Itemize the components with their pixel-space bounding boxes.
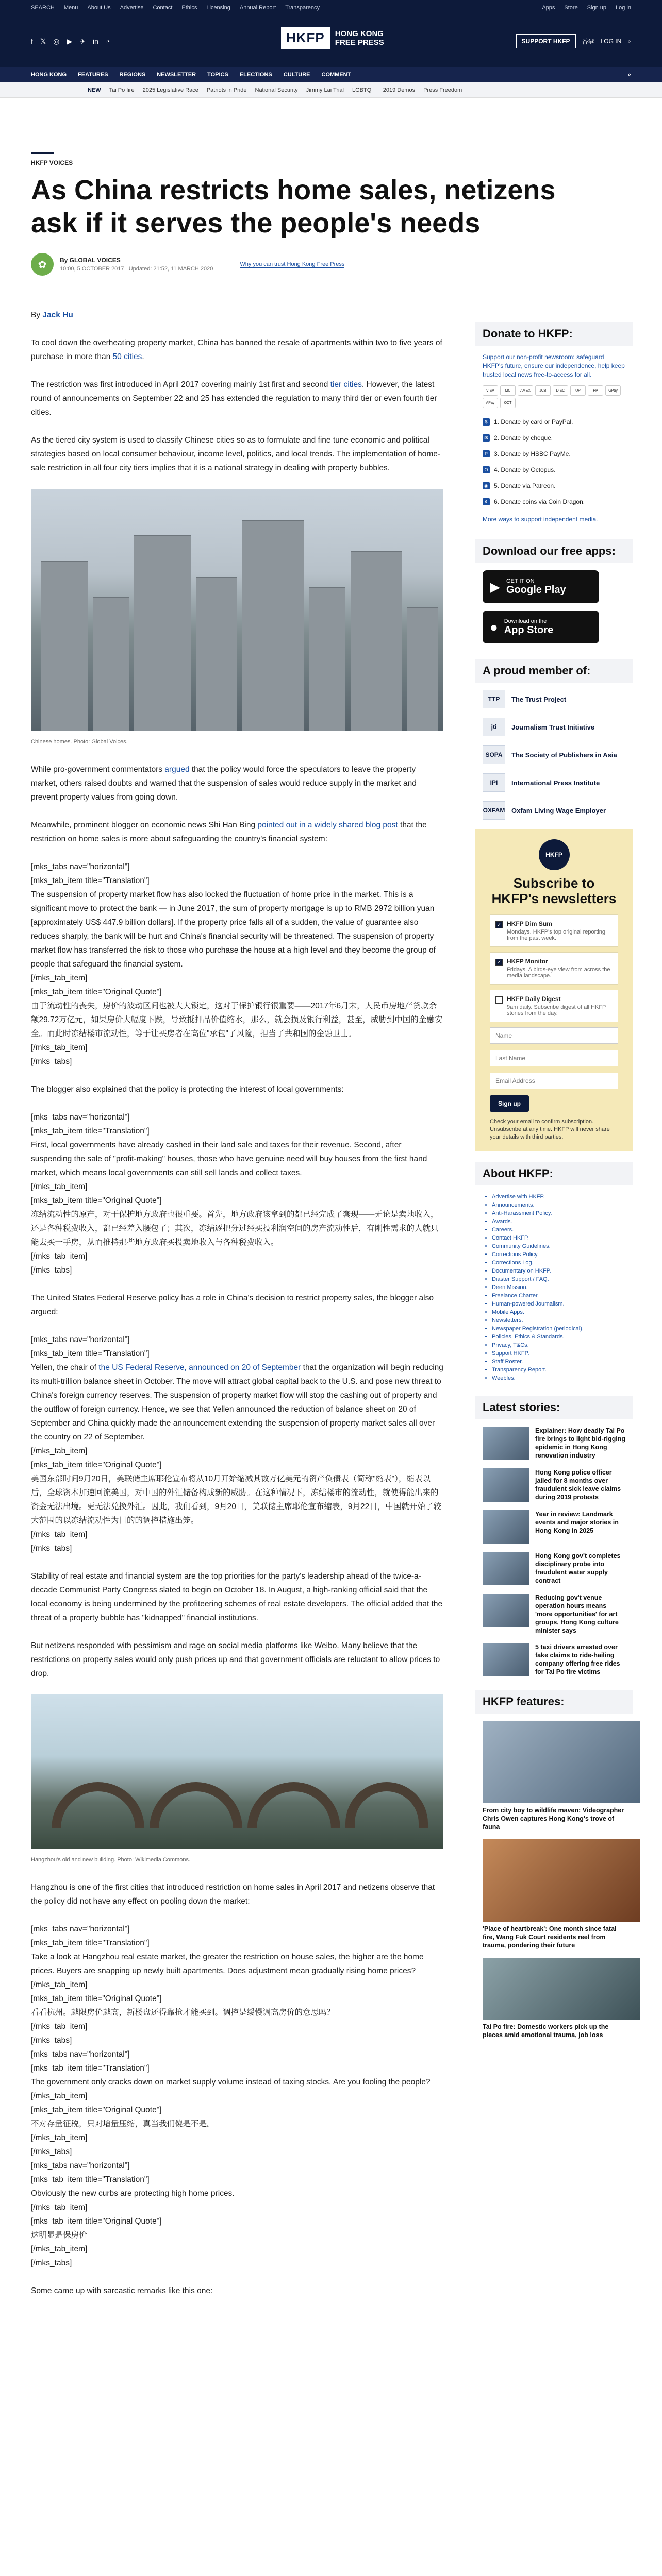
quote-original: 美国东部时间9月20日，美联储主席耶伦宣布将从10月开始缩减其数万亿美元的资产负债表（简称"缩表"），缩表以后，全球资本加速回流美国，对中国的外汇储备构成新的威胁。在这种情况下，冻结楼市的流动性，就使得能出来的资金无法出境。更无法兑换外汇。因此，我们看到，9月20日，美联储主席耶伦宣布缩表，9月22日，中国就开始了较大范围的以冻结流动性为目的的调控措施出笼。 bbox=[31, 1475, 441, 1525]
tag-link[interactable]: Jimmy Lai Trial bbox=[306, 87, 344, 93]
shortcode: [/mks_tabs] bbox=[31, 1544, 72, 1553]
about-link[interactable]: • Privacy, T&Cs. bbox=[492, 1341, 625, 1349]
about-link[interactable]: • Newsletters. bbox=[492, 1316, 625, 1325]
shortcode: [mks_tab_item title="Translation"] bbox=[31, 2175, 150, 2184]
global-voices-logo: ✿ bbox=[31, 253, 54, 276]
about-heading: About HKFP: bbox=[475, 1162, 633, 1185]
patreon-icon: ◉ bbox=[483, 482, 490, 489]
twitter-icon[interactable]: 𝕏 bbox=[40, 37, 46, 45]
email-field[interactable] bbox=[490, 1073, 618, 1089]
shortcode: [/mks_tab_item] bbox=[31, 2245, 88, 2253]
latest-story[interactable] bbox=[483, 1643, 625, 1676]
nav-newsletter[interactable]: NEWSLETTER bbox=[157, 72, 196, 78]
byline-row bbox=[31, 253, 629, 287]
nav-culture[interactable]: CULTURE bbox=[283, 72, 310, 78]
story-thumbnail bbox=[483, 1468, 529, 1502]
newsletter-note: Check your email to confirm subscription. Unsubscribe at any time. HKFP will never share your details with third parties. bbox=[490, 1118, 610, 1140]
coin-icon: ¢ bbox=[483, 498, 490, 505]
quote-translation: First, local governments have already cashed in their land sale and taxes for their revenue. Second, after suspending the sale of "profit-making" houses, those who have genuine need will buy houses from the first hand market, which means local governments can still sell lands and collect taxes. bbox=[31, 1141, 427, 1177]
quote-original: 不对存量征税，只对增量压缩，真当我们傻是不是。 bbox=[31, 2120, 215, 2128]
youtube-icon[interactable]: ▶ bbox=[67, 37, 73, 45]
jti-logo: jti bbox=[483, 718, 505, 736]
tag-link[interactable]: National Security bbox=[255, 87, 298, 93]
octopus-icon: OCT bbox=[500, 398, 516, 408]
instagram-icon[interactable]: ◎ bbox=[53, 37, 60, 45]
shortcode: [mks_tab_item title="Original Quote"] bbox=[31, 2217, 162, 2226]
member-sopa[interactable]: SOPA The Society of Publishers in Asia bbox=[483, 745, 625, 764]
about-link[interactable]: • Human-powered Journalism. bbox=[492, 1300, 625, 1308]
about-link[interactable]: • Anti-Harassment Policy. bbox=[492, 1209, 625, 1217]
paragraph: Some came up with sarcastic remarks like this one: bbox=[31, 2286, 213, 2295]
donate-option[interactable]: ✉ 2. Donate by cheque. bbox=[483, 430, 625, 446]
cheque-icon: ✉ bbox=[483, 434, 490, 442]
mastercard-icon: MC bbox=[500, 385, 516, 396]
oxfam-logo: OXFAM bbox=[483, 801, 505, 820]
login-link[interactable]: Log in bbox=[616, 5, 631, 11]
nav-hong-kong[interactable]: HONG KONG bbox=[31, 72, 67, 78]
quote-block bbox=[31, 860, 443, 1069]
donate-text[interactable]: Support our non-profit newsroom: safeguard HKFP's future, ensure our independence, help keep trusted local news free-to-access for all. bbox=[483, 353, 625, 378]
feature-item[interactable] bbox=[483, 1958, 625, 2039]
story-thumbnail bbox=[483, 1594, 529, 1627]
feature-item[interactable] bbox=[483, 1721, 625, 1831]
facebook-icon[interactable]: f bbox=[31, 37, 33, 45]
quote-block bbox=[31, 1110, 443, 1277]
photo-caption: Chinese homes. Photo: Global Voices. bbox=[31, 739, 128, 745]
last-name-field[interactable] bbox=[490, 1050, 618, 1066]
shortcode: [mks_tab_item title="Translation"] bbox=[31, 2064, 150, 2073]
member-trust-project[interactable]: TTP The Trust Project bbox=[483, 690, 625, 708]
shortcode: [/mks_tab_item] bbox=[31, 1447, 88, 1455]
latest-story[interactable] bbox=[483, 1510, 625, 1544]
paragraph: The United States Federal Reserve policy has a role in China's decision to restrict property sales, the blogger also argued: bbox=[31, 1294, 434, 1316]
menu-link[interactable]: Menu bbox=[63, 5, 78, 11]
inline-link[interactable]: tier cities bbox=[330, 380, 362, 389]
apps-box bbox=[475, 570, 633, 643]
tag-link[interactable]: Press Freedom bbox=[423, 87, 462, 93]
payment-methods bbox=[483, 385, 625, 408]
quote-block bbox=[31, 1333, 443, 1555]
quote-original: 看看杭州。越限房价越高，新楼盘还得靠抢才能买到。调控是缓慢调高房价的意思吗？ bbox=[31, 2008, 335, 2017]
paragraph: Stability of real estate and financial system are the top priorities for the party's leadership ahead of the twice-a-decade Communist Party Congress slated to begin on October 18. In August, a high-ranking official said that the local economy is being undermined by the profiteering schemes of real estate developers. The official added that the threat of a property bubble has "kidnapped" financial institutions. bbox=[31, 1572, 443, 1622]
member-jti[interactable]: jti Journalism Trust Initiative bbox=[483, 718, 625, 736]
shortcode: [mks_tabs nav="horizontal"] bbox=[31, 2050, 130, 2059]
newsletter-title: Subscribe to HKFP's newsletters bbox=[491, 875, 617, 906]
app-store-button[interactable] bbox=[483, 611, 599, 643]
sopa-logo: SOPA bbox=[483, 745, 505, 764]
paragraph: Meanwhile, prominent blogger on economic news Shi Han Bing pointed out in a widely shared blog post that the restriction on home sales is more about safeguarding the country's financial system: bbox=[31, 821, 427, 843]
nav-search-icon[interactable]: ⌕ bbox=[627, 71, 631, 78]
about-link[interactable]: • Mobile Apps. bbox=[492, 1308, 625, 1316]
paragraph: But netizens responded with pessimism and rage on social media platforms like Weibo. Many believe that the restrictions on property sales would only push prices up and that government officials are reluctant to allow prices to drop. bbox=[31, 1641, 440, 1678]
ethics-link[interactable]: Ethics bbox=[181, 5, 197, 11]
paragraph: The blogger also explained that the policy is protecting the interest of local governments: bbox=[31, 1085, 344, 1094]
store-small: GET IT ON bbox=[506, 578, 535, 584]
author-link[interactable]: Jack Hu bbox=[42, 311, 73, 319]
feature-title: Tai Po fire: Domestic workers pick up the pieces amid emotional trauma, job loss bbox=[483, 2023, 609, 2039]
newsletter-option-monitor[interactable]: ✓ HKFP Monitor Fridays. A birds-eye view from across the media landscape. bbox=[490, 952, 618, 985]
about-link[interactable]: • Staff Roster. bbox=[492, 1358, 625, 1366]
article-photo-chinese-homes bbox=[31, 489, 443, 731]
logo-mark: HKFP bbox=[281, 27, 330, 49]
features-heading: HKFP features: bbox=[475, 1690, 633, 1714]
latest-story[interactable] bbox=[483, 1468, 625, 1502]
story-thumbnail bbox=[483, 1643, 529, 1676]
story-thumbnail bbox=[483, 1427, 529, 1460]
feature-thumbnail bbox=[483, 1958, 640, 2020]
telegram-icon[interactable]: ✈ bbox=[79, 37, 86, 45]
support-hkfp-button[interactable]: SUPPORT HKFP bbox=[516, 34, 576, 48]
contact-link[interactable]: Contact bbox=[153, 5, 173, 11]
latest-story[interactable] bbox=[483, 1427, 625, 1460]
inline-link[interactable]: pointed out in a widely shared blog post bbox=[257, 821, 398, 829]
annual-report-link[interactable]: Annual Report bbox=[239, 5, 276, 11]
linkedin-icon[interactable]: in bbox=[92, 37, 98, 45]
store-big: App Store bbox=[504, 624, 554, 636]
logo-line1: HONG KONG bbox=[335, 29, 384, 38]
hkfp-seal: HKFP bbox=[539, 839, 570, 870]
about-link[interactable]: About Us bbox=[87, 5, 111, 11]
apps-heading: Download our free apps: bbox=[475, 539, 633, 563]
checkbox[interactable] bbox=[495, 996, 503, 1004]
latest-box bbox=[475, 1427, 633, 1676]
masthead-actions bbox=[516, 34, 631, 48]
shortcode: [mks_tabs nav="horizontal"] bbox=[31, 862, 130, 871]
about-link[interactable]: • Careers. bbox=[492, 1226, 625, 1234]
inline-link[interactable]: 50 cities bbox=[112, 352, 142, 361]
feature-thumbnail bbox=[483, 1721, 640, 1803]
article-body bbox=[31, 308, 443, 2298]
masthead-login-link[interactable]: LOG IN bbox=[600, 38, 622, 45]
article-photo-hangzhou bbox=[31, 1694, 443, 1849]
shortcode: [/mks_tab_item] bbox=[31, 1182, 88, 1191]
about-links bbox=[483, 1193, 625, 1382]
octopus-icon: O bbox=[483, 466, 490, 473]
quote-translation: Take a look at Hangzhou real estate market, the greater the restriction on house sales, the higher are the home prices. Buyers are snapping up newly built apartments. Does adjustment mean gradually rising home prices? bbox=[31, 1953, 424, 1975]
quote-translation: The suspension of property market flow has also locked the fluctuation of home price in the market. This is a significant move to protect the bank — in June 2017, the sum of property mortgage is up to RMB 2972 billion yuan [approximately US$ 447.9 billion dollars]. If the property price falls all of a sudden, the value of guarantee also reduces sharply, the bank will be hurt and China's financial security will be threatened. The suspension of property market flow has transferred the risk to those who purchase the house at a high level and they become the group of people that safeguard the financial system. bbox=[31, 890, 436, 969]
page-content bbox=[0, 152, 662, 2298]
feature-title: 'Place of heartbreak': One month since fatal fire, Wang Fuk Court residents reel from trauma, pondering their future bbox=[483, 1925, 617, 1949]
discover-icon: DISC bbox=[553, 385, 568, 396]
shortcode: [/mks_tab_item] bbox=[31, 1980, 88, 1989]
tag-link[interactable]: LGBTQ+ bbox=[352, 87, 375, 93]
about-link[interactable]: • Support HKFP. bbox=[492, 1349, 625, 1358]
nav-elections[interactable]: ELECTIONS bbox=[239, 72, 272, 78]
shortcode: [/mks_tabs] bbox=[31, 2036, 72, 2045]
donate-option[interactable]: O 4. Donate by Octopus. bbox=[483, 462, 625, 478]
trust-project-logo: TTP bbox=[483, 690, 505, 708]
about-link[interactable]: • Deen Mission. bbox=[492, 1283, 625, 1292]
donate-options bbox=[483, 414, 625, 510]
about-box bbox=[475, 1193, 633, 1382]
latest-story[interactable] bbox=[483, 1552, 625, 1585]
signup-link[interactable]: Sign up bbox=[587, 5, 607, 11]
trending-tags bbox=[0, 82, 662, 98]
store-small: Download on the bbox=[504, 618, 547, 624]
photo-caption: Hangzhou's old and new building. Photo: Wikimedia Commons. bbox=[31, 1857, 191, 1863]
more-ways-link[interactable]: More ways to support independent media. bbox=[483, 516, 598, 523]
shortcode: [mks_tab_item title="Translation"] bbox=[31, 1127, 150, 1136]
story-title: Reducing gov't venue operation hours means 'more opportunities' for art groups, Hong Kong culture minister says bbox=[535, 1594, 619, 1634]
visa-icon: VISA bbox=[483, 385, 498, 396]
about-link[interactable]: • Community Guidelines. bbox=[492, 1242, 625, 1250]
byline-meta bbox=[60, 257, 213, 272]
inline-link[interactable]: the US Federal Reserve, announced on 20 of September bbox=[98, 1363, 301, 1372]
nav-regions[interactable]: REGIONS bbox=[119, 72, 146, 78]
unionpay-icon: UP bbox=[570, 385, 586, 396]
tag-link[interactable]: Patriots in Pride bbox=[206, 87, 247, 93]
shortcode: [/mks_tab_item] bbox=[31, 2203, 88, 2212]
story-title: 5 taxi drivers arrested over fake claims to ride-hailing company offering free rides for Tai Po fire victims bbox=[535, 1643, 620, 1675]
article-kicker[interactable]: HKFP VOICES bbox=[31, 159, 73, 166]
members-box bbox=[475, 690, 633, 820]
quote-translation: The government only cracks down on market supply volume instead of taxing stocks. Are you fooling the people? bbox=[31, 2078, 431, 2087]
shortcode: [/mks_tabs] bbox=[31, 2259, 72, 2267]
latest-story[interactable] bbox=[483, 1594, 625, 1635]
quote-translation: Obviously the new curbs are protecting high home prices. bbox=[31, 2189, 235, 2198]
shortcode: [mks_tabs nav="horizontal"] bbox=[31, 1925, 130, 1934]
about-link[interactable]: • Announcements. bbox=[492, 1201, 625, 1209]
inline-link[interactable]: argued bbox=[164, 765, 190, 774]
donate-option[interactable]: P 3. Donate by HSBC PayMe. bbox=[483, 446, 625, 462]
store-link[interactable]: Store bbox=[564, 5, 578, 11]
shortcode: [/mks_tab_item] bbox=[31, 2022, 88, 2031]
ipi-logo: IPI bbox=[483, 773, 505, 792]
shortcode: [/mks_tab_item] bbox=[31, 2133, 88, 2142]
story-title: Explainer: How deadly Tai Po fire brings to light bid-rigging epidemic in Hong Kong renovation industry bbox=[535, 1427, 625, 1459]
shortcode: [mks_tab_item title="Original Quote"] bbox=[31, 2106, 162, 2114]
donate-option[interactable]: $ 1. Donate by card or PayPal. bbox=[483, 414, 625, 430]
shortcode: [mks_tab_item title="Original Quote"] bbox=[31, 1461, 162, 1469]
story-title: Hong Kong gov't completes disciplinary probe into fraudulent water supply contract bbox=[535, 1552, 621, 1584]
advertise-link[interactable]: Advertise bbox=[120, 5, 144, 11]
paragraph: To cool down the overheating property market, China has banned the resale of apartments within two to five years of purchase in more than 50 cities. bbox=[31, 338, 442, 361]
about-link[interactable]: • Weebles. bbox=[492, 1374, 625, 1382]
shortcode: [mks_tab_item title="Translation"] bbox=[31, 1349, 150, 1358]
rss-icon[interactable]: ◔ bbox=[105, 37, 110, 45]
about-link[interactable]: • Documentary on HKFP. bbox=[492, 1267, 625, 1275]
masthead bbox=[0, 15, 662, 67]
google-play-icon: ▶ bbox=[490, 579, 500, 595]
about-link[interactable]: • Newspaper Registration (periodical). bbox=[492, 1325, 625, 1333]
nav-topics[interactable]: TOPICS bbox=[207, 72, 228, 78]
kicker-rule bbox=[31, 152, 54, 154]
story-thumbnail bbox=[483, 1510, 529, 1544]
shortcode: [/mks_tab_item] bbox=[31, 2092, 88, 2100]
member-ipi[interactable]: IPI International Press Institute bbox=[483, 773, 625, 792]
nav-comment[interactable]: COMMENT bbox=[321, 72, 351, 78]
paragraph: The restriction was first introduced in April 2017 covering mainly 1st first and second tier cities. However, the latest round of announcements on September 22 and 25 has extended the regulation to many third tier or even fourth tier cities. bbox=[31, 380, 437, 417]
signup-button[interactable]: Sign up bbox=[490, 1095, 529, 1112]
quote-translation: Yellen, the chair of the US Federal Reserve, announced on 20 of September that the organization will begin reducing its multi-trillion balance sheet in October. The move will attract global capital back to the U.S. and pose new threat to China's foreign currency reserves. The suspension of property market flow will stop the cashing out of property and the outflow of foreign currency. Hence, we see that Yellen announced the reduction of balance sheet on 20 of September and China quickly made the announcement extending the suspension of property market sales all over the country on 22 of September. bbox=[31, 1363, 443, 1442]
author-prefix: By bbox=[31, 311, 43, 319]
google-play-button[interactable] bbox=[483, 570, 599, 603]
about-link[interactable]: • Advertise with HKFP. bbox=[492, 1193, 625, 1201]
story-title: Hong Kong police officer jailed for 8 months over fraudulent sick leave claims during 2019 protests bbox=[535, 1469, 621, 1501]
checkbox[interactable]: ✓ bbox=[495, 959, 503, 966]
nav-features[interactable]: FEATURES bbox=[78, 72, 108, 78]
paragraph: As the tiered city system is used to classify Chinese cities so as to formulate and fine tune economic and political strategies based on local consumer behaviour, income level, politics, and local trends. The implementation of home-sale restriction in all four city tiers implies that it is a national strategy in dealing with property bubbles. bbox=[31, 436, 441, 472]
latest-heading: Latest stories: bbox=[475, 1396, 633, 1419]
name-field[interactable] bbox=[490, 1027, 618, 1044]
about-link[interactable]: • Freelance Charter. bbox=[492, 1292, 625, 1300]
payme-icon: P bbox=[483, 450, 490, 457]
quote-original: 冻结流动性的原产，对于保护地方政府也很重要。首先，地方政府该拿到的都已经完成了套现——无论是卖地收入，还是各种税费收入，都已经差入腰包了；其次，冻结逐把分过经买投利润空间的房产流动性后，有刚性需求的人就只能去买一手房，从而推持那些地方政府买投卖地收入与各种税费收入。 bbox=[31, 1210, 439, 1247]
search-icon[interactable]: ⌕ bbox=[627, 37, 631, 45]
quote-block bbox=[31, 2159, 443, 2270]
top-utility-bar bbox=[0, 0, 662, 15]
store-big: Google Play bbox=[506, 584, 566, 596]
donate-option[interactable]: ◉ 5. Donate via Patreon. bbox=[483, 478, 625, 494]
shortcode: [/mks_tabs] bbox=[31, 1266, 72, 1275]
paragraph: Hangzhou is one of the first cities that introduced restriction on home sales in April 2017 and netizens observe that the policy did not have any effect on pooling down the market: bbox=[31, 1883, 435, 1906]
features-box bbox=[475, 1721, 633, 2039]
tag-link[interactable]: 2019 Demos bbox=[383, 87, 416, 93]
feature-thumbnail bbox=[483, 1839, 640, 1922]
checkbox[interactable]: ✓ bbox=[495, 921, 503, 928]
paragraph: While pro-government commentators argued that the policy would force the speculators to leave the property market, others raised doubts and warned that the suspension of sales would reduce supply in the market and prevent property values from going down. bbox=[31, 765, 417, 802]
jcb-icon: JCB bbox=[535, 385, 551, 396]
member-oxfam[interactable]: OXFAM Oxfam Living Wage Employer bbox=[483, 801, 625, 820]
shortcode: [mks_tab_item title="Original Quote"] bbox=[31, 1994, 162, 2003]
shortcode: [mks_tab_item title="Original Quote"] bbox=[31, 1196, 162, 1205]
shortcode: [/mks_tabs] bbox=[31, 2147, 72, 2156]
author-line bbox=[31, 308, 443, 322]
social-links bbox=[31, 37, 110, 46]
about-link[interactable]: • Diaster Support / FAQ. bbox=[492, 1275, 625, 1283]
tag-link[interactable]: 2025 Legislative Race bbox=[142, 87, 198, 93]
trust-link[interactable]: Why you can trust Hong Kong Free Press bbox=[240, 261, 345, 267]
quote-original: 由于流动性的丧失，房价的波动区间也被大大锁定，这对于保护银行很重要——2017年6月末，人民币房地产贷款余额29.72万亿元，如果房价大幅度下跌，导致抵押品价值缩水，那么，就会损及银行利益，甚至，威胁到中国的金融安全。而此时冻结楼市流动性，等于让买房者在高位"承包"了风险，担当了共和国的金融卫士。 bbox=[31, 1002, 443, 1038]
transparency-link[interactable]: Transparency bbox=[285, 5, 320, 11]
shortcode: [/mks_tab_item] bbox=[31, 974, 88, 982]
apple-icon: ● bbox=[490, 619, 498, 635]
logo-line2: FREE PRESS bbox=[335, 38, 384, 47]
new-label: NEW bbox=[88, 87, 101, 93]
quote-block bbox=[31, 1922, 443, 2047]
apps-link[interactable]: Apps bbox=[542, 5, 555, 11]
shortcode: [mks_tab_item title="Translation"] bbox=[31, 1939, 150, 1947]
about-link[interactable]: • Contact HKFP. bbox=[492, 1234, 625, 1242]
member-heading: A proud member of: bbox=[475, 659, 633, 683]
article-title: As China restricts home sales, netizens ask if it serves the people's needs bbox=[31, 175, 556, 239]
shortcode: [mks_tab_item title="Translation"] bbox=[31, 876, 150, 885]
main-nav bbox=[0, 67, 662, 82]
shortcode: [mks_tab_item title="Original Quote"] bbox=[31, 988, 162, 996]
google-pay-icon: GPay bbox=[605, 385, 621, 396]
logo-text bbox=[335, 29, 384, 47]
search-link[interactable]: SEARCH bbox=[31, 5, 55, 11]
byline-org[interactable]: By GLOBAL VOICES bbox=[60, 257, 121, 264]
donate-heading: Donate to HKFP: bbox=[475, 322, 633, 346]
apple-pay-icon: APay bbox=[483, 398, 498, 408]
licensing-link[interactable]: Licensing bbox=[206, 5, 230, 11]
feature-title: From city boy to wildlife maven: Videographer Chris Owen captures Hong Kong's trove of fauna bbox=[483, 1807, 624, 1831]
about-link[interactable]: • Policies, Ethics & Standards. bbox=[492, 1333, 625, 1341]
sidebar bbox=[475, 322, 633, 2047]
shortcode: [/mks_tab_item] bbox=[31, 1043, 88, 1052]
quote-original: 这明显是保房价 bbox=[31, 2231, 87, 2240]
newsletter-option-dim-sum[interactable]: ✓ HKFP Dim Sum Mondays. HKFP's top original reporting from the past week. bbox=[490, 914, 618, 947]
about-link[interactable]: • Transparency Report. bbox=[492, 1366, 625, 1374]
chinese-site-link[interactable]: 香港 bbox=[582, 38, 594, 45]
shortcode: [/mks_tab_item] bbox=[31, 1252, 88, 1261]
story-title: Year in review: Landmark events and major stories in Hong Kong in 2025 bbox=[535, 1511, 619, 1534]
about-link[interactable]: • Corrections Log. bbox=[492, 1259, 625, 1267]
tag-link[interactable]: Tai Po fire bbox=[109, 87, 135, 93]
shortcode: [/mks_tabs] bbox=[31, 1057, 72, 1066]
shortcode: [mks_tabs nav="horizontal"] bbox=[31, 1113, 130, 1122]
story-thumbnail bbox=[483, 1552, 529, 1585]
paypal-icon: PP bbox=[588, 385, 603, 396]
amex-icon: AMEX bbox=[518, 385, 533, 396]
donate-option[interactable]: ¢ 6. Donate coins via Coin Dragon. bbox=[483, 494, 625, 510]
feature-item[interactable] bbox=[483, 1839, 625, 1950]
donate-box bbox=[475, 353, 633, 524]
shortcode: [mks_tabs nav="horizontal"] bbox=[31, 2161, 130, 2170]
shortcode: [/mks_tab_item] bbox=[31, 1530, 88, 1539]
quote-block bbox=[31, 2047, 443, 2159]
site-logo[interactable] bbox=[281, 27, 384, 49]
publish-date: 10:00, 5 OCTOBER 2017 Updated: 21:52, 11 MARCH 2020 bbox=[60, 266, 213, 272]
newsletter-box bbox=[475, 829, 633, 1151]
about-link[interactable]: • Awards. bbox=[492, 1217, 625, 1226]
card-icon: $ bbox=[483, 418, 490, 426]
ad-space bbox=[0, 98, 662, 152]
about-link[interactable]: • Corrections Policy. bbox=[492, 1250, 625, 1259]
newsletter-option-daily-digest[interactable]: HKFP Daily Digest 9am daily. Subscribe digest of all HKFP stories from the day. bbox=[490, 990, 618, 1022]
shortcode: [mks_tabs nav="horizontal"] bbox=[31, 1335, 130, 1344]
